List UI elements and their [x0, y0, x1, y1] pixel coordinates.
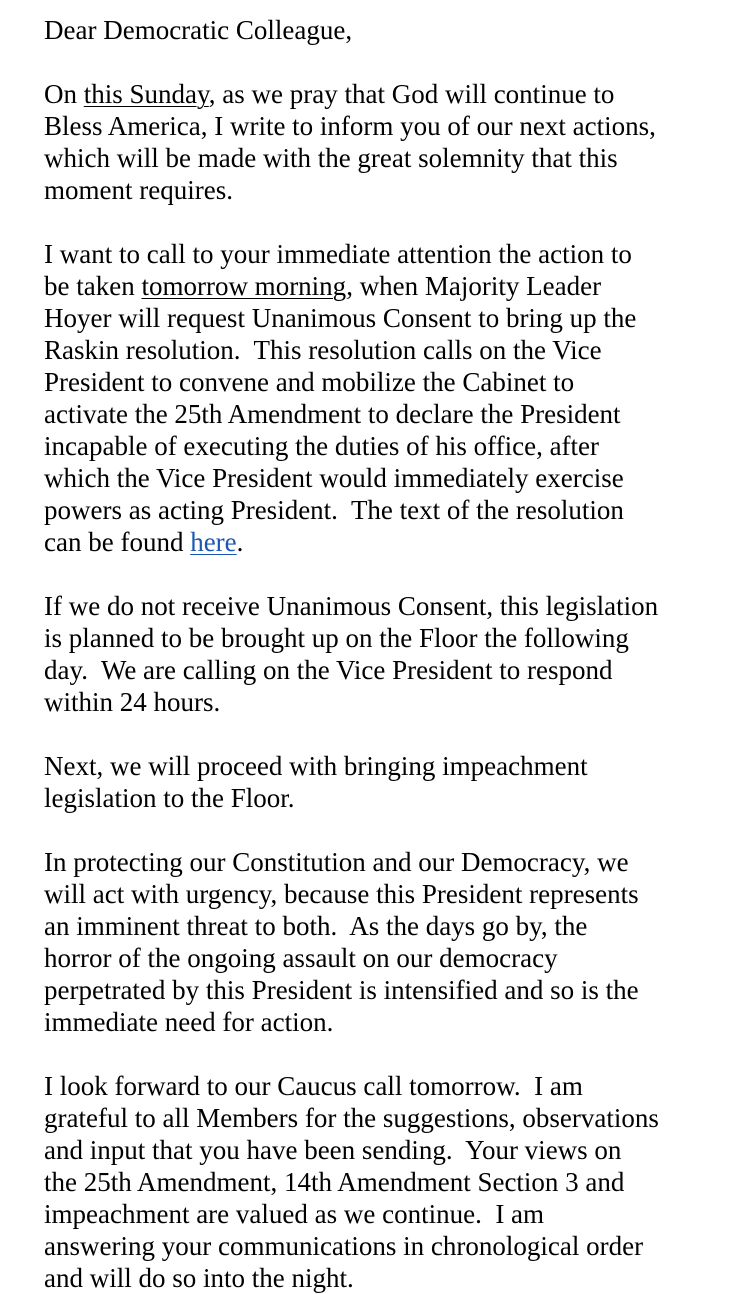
paragraph-2-line-5: President to convene and mobilize the Cabinet to — [44, 367, 575, 397]
paragraph-2-line-2: be taken tomorrow morning, when Majority Leader — [44, 271, 602, 301]
paragraph-6-line-6: answering your communications in chronological order — [44, 1231, 644, 1261]
underlined-this-sunday: this Sunday — [83, 79, 209, 109]
paragraph-2-line-7: incapable of executing the duties of his office, after — [44, 431, 600, 461]
paragraph-4-line-2: legislation to the Floor. — [44, 783, 295, 813]
paragraph-3-line-1: If we do not receive Unanimous Consent, this legislation — [44, 591, 659, 621]
paragraph-4 — [44, 750, 715, 814]
paragraph-5-line-4: horror of the ongoing assault on our democracy — [44, 943, 558, 973]
salutation-text: Dear Democratic Colleague, — [44, 15, 353, 45]
paragraph-1-line-3: which will be made with the great solemnity that this — [44, 143, 618, 173]
paragraph-1-line-2: Bless America, I write to inform you of our next actions, — [44, 111, 656, 141]
paragraph-2-line-8: which the Vice President would immediately exercise — [44, 463, 624, 493]
paragraph-5 — [44, 846, 715, 1038]
paragraph-3 — [44, 590, 715, 718]
paragraph-1 — [44, 78, 715, 206]
underlined-tomorrow-morning: tomorrow morning — [141, 271, 347, 301]
paragraph-3-line-4: within 24 hours. — [44, 687, 221, 717]
paragraph-2-line-9: powers as acting President. The text of the resolution — [44, 495, 624, 525]
resolution-text-link[interactable]: here — [190, 527, 237, 557]
paragraph-6-line-7: and will do so into the night. — [44, 1263, 354, 1293]
paragraph-5-line-5: perpetrated by this President is intensified and so is the — [44, 975, 639, 1005]
paragraph-6 — [44, 1070, 715, 1294]
paragraph-5-line-6: immediate need for action. — [44, 1007, 334, 1037]
paragraph-2-line-4: Raskin resolution. This resolution calls on the Vice — [44, 335, 602, 365]
paragraph-6-line-4: the 25th Amendment, 14th Amendment Section 3 and — [44, 1167, 625, 1197]
paragraph-2-line-6: activate the 25th Amendment to declare the President — [44, 399, 621, 429]
paragraph-2 — [44, 238, 715, 558]
paragraph-5-line-3: an imminent threat to both. As the days go by, the — [44, 911, 588, 941]
paragraph-2-line-1: I want to call to your immediate attention the action to — [44, 239, 632, 269]
paragraph-5-line-2: will act with urgency, because this President represents — [44, 879, 639, 909]
paragraph-6-line-2: grateful to all Members for the suggestions, observations — [44, 1103, 659, 1133]
paragraph-2-line-3: Hoyer will request Unanimous Consent to bring up the — [44, 303, 637, 333]
paragraph-1-line-1: On this Sunday, as we pray that God will continue to — [44, 79, 615, 109]
paragraph-6-line-5: impeachment are valued as we continue. I am — [44, 1199, 545, 1229]
paragraph-6-line-3: and input that you have been sending. Your views on — [44, 1135, 622, 1165]
paragraph-1-line-4: moment requires. — [44, 175, 233, 205]
paragraph-3-line-2: is planned to be brought up on the Floor the following — [44, 623, 629, 653]
salutation — [44, 14, 715, 46]
paragraph-6-line-1: I look forward to our Caucus call tomorrow. I am — [44, 1071, 583, 1101]
paragraph-4-line-1: Next, we will proceed with bringing impeachment — [44, 751, 588, 781]
paragraph-5-line-1: In protecting our Constitution and our Democracy, we — [44, 847, 629, 877]
paragraph-2-line-10: can be found here. — [44, 527, 244, 557]
paragraph-3-line-3: day. We are calling on the Vice President to respond — [44, 655, 613, 685]
